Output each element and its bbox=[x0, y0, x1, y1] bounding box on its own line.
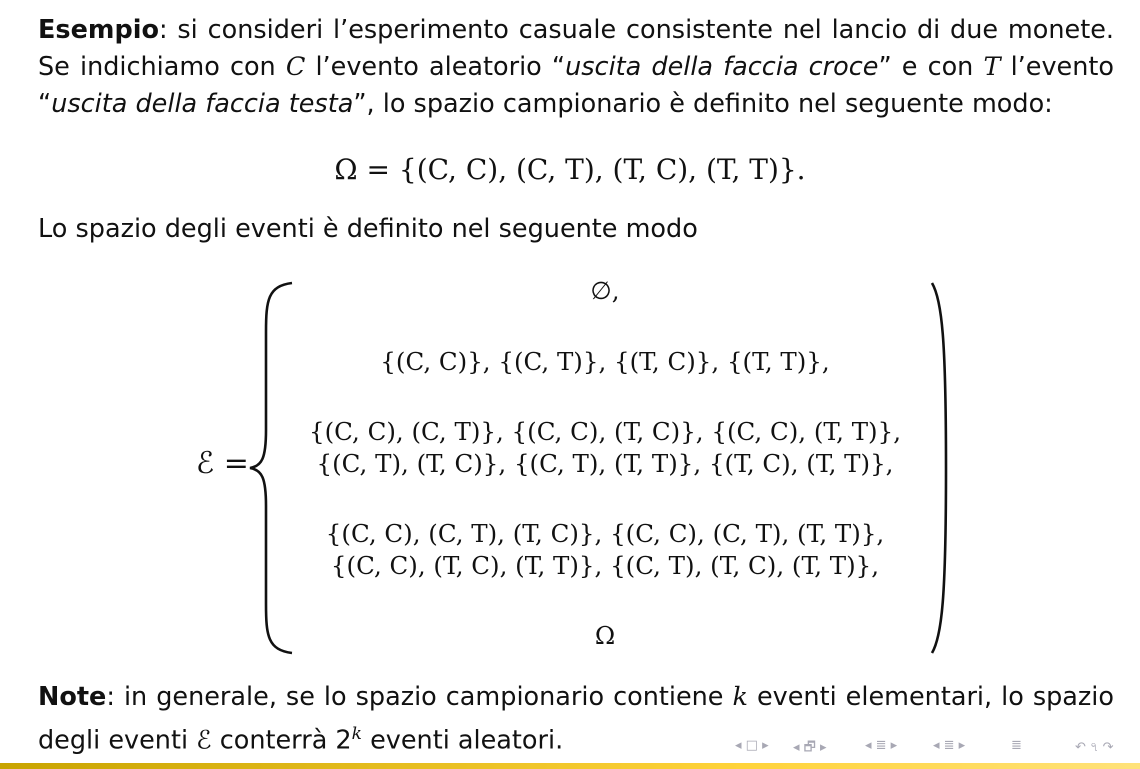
intro-text: : si consideri l’esperimento casuale consistente nel lancio di due monete. Se indichiamo con bbox=[38, 15, 1114, 82]
nav-section-button[interactable]: ◂ ≣ ▸ bbox=[865, 738, 898, 753]
symbol-t: T bbox=[983, 52, 1001, 82]
exponent-k: k bbox=[351, 724, 362, 744]
note-label: Note bbox=[38, 682, 107, 712]
nav-subsection-button[interactable]: ◂ 🗗 ▸ bbox=[793, 740, 827, 755]
nav-frame-button[interactable]: ◂ □ ▸ bbox=[735, 738, 769, 753]
symbol-calE: ℰ bbox=[196, 725, 212, 756]
intro-text: l’evento aleatorio “ bbox=[305, 52, 566, 82]
set-line-pairs-1: {(C, C), (C, T)}, {(C, C), (T, C)}, {(C, C), (T, T)}, bbox=[309, 417, 901, 446]
note-text: conterrà 2 bbox=[211, 725, 352, 756]
symbol-k: k bbox=[732, 682, 748, 712]
right-paren bbox=[932, 283, 946, 653]
bottom-accent-strip bbox=[0, 763, 1140, 769]
nav-appendix-icon[interactable]: ≣ bbox=[1011, 738, 1022, 753]
nav-document-button[interactable]: ◂ ≣ ▸ bbox=[933, 738, 966, 753]
note-text: eventi aleatori. bbox=[361, 725, 564, 756]
intro-text: l’evento “ bbox=[38, 52, 1115, 119]
beamer-nav-bar bbox=[735, 732, 1135, 760]
events-intro: Lo spazio degli eventi è definito nel seguente modo bbox=[38, 214, 698, 244]
set-line-triples-2: {(C, C), (T, C), (T, T)}, {(C, T), (T, C), (T, T)}, bbox=[330, 551, 880, 580]
set-line-omega: Ω bbox=[594, 621, 616, 650]
set-line-pairs-2: {(C, T), (T, C)}, {(C, T), (T, T)}, {(T, C), (T, T)}, bbox=[316, 449, 894, 478]
event-croce: uscita della faccia croce bbox=[565, 52, 879, 82]
nav-search-back-forward-icon[interactable]: ↶ ৭ ↷ bbox=[1075, 740, 1114, 755]
intro-text: ” e con bbox=[878, 52, 984, 82]
sample-space-equation: Ω = {(C, C), (C, T), (T, C), (T, T)}. bbox=[334, 153, 806, 186]
symbol-c: C bbox=[285, 52, 306, 82]
event-space-label: ℰ = bbox=[196, 446, 249, 481]
event-testa: uscita della faccia testa bbox=[51, 89, 354, 119]
intro-text: ”, lo spazio campionario è definito nel seguente modo: bbox=[353, 89, 1053, 119]
set-line-singletons: {(C, C)}, {(C, T)}, {(T, C)}, {(T, T)}, bbox=[380, 347, 830, 376]
note-text: : in generale, se lo spazio campionario contiene bbox=[106, 682, 733, 712]
note-text: eventi elementari, lo spazio degli eventi bbox=[38, 682, 1114, 756]
set-line-triples-1: {(C, C), (C, T), (T, C)}, {(C, C), (C, T), (T, T)}, bbox=[325, 519, 885, 548]
example-label: Esempio bbox=[38, 15, 159, 45]
set-line-empty: ∅, bbox=[590, 276, 620, 305]
